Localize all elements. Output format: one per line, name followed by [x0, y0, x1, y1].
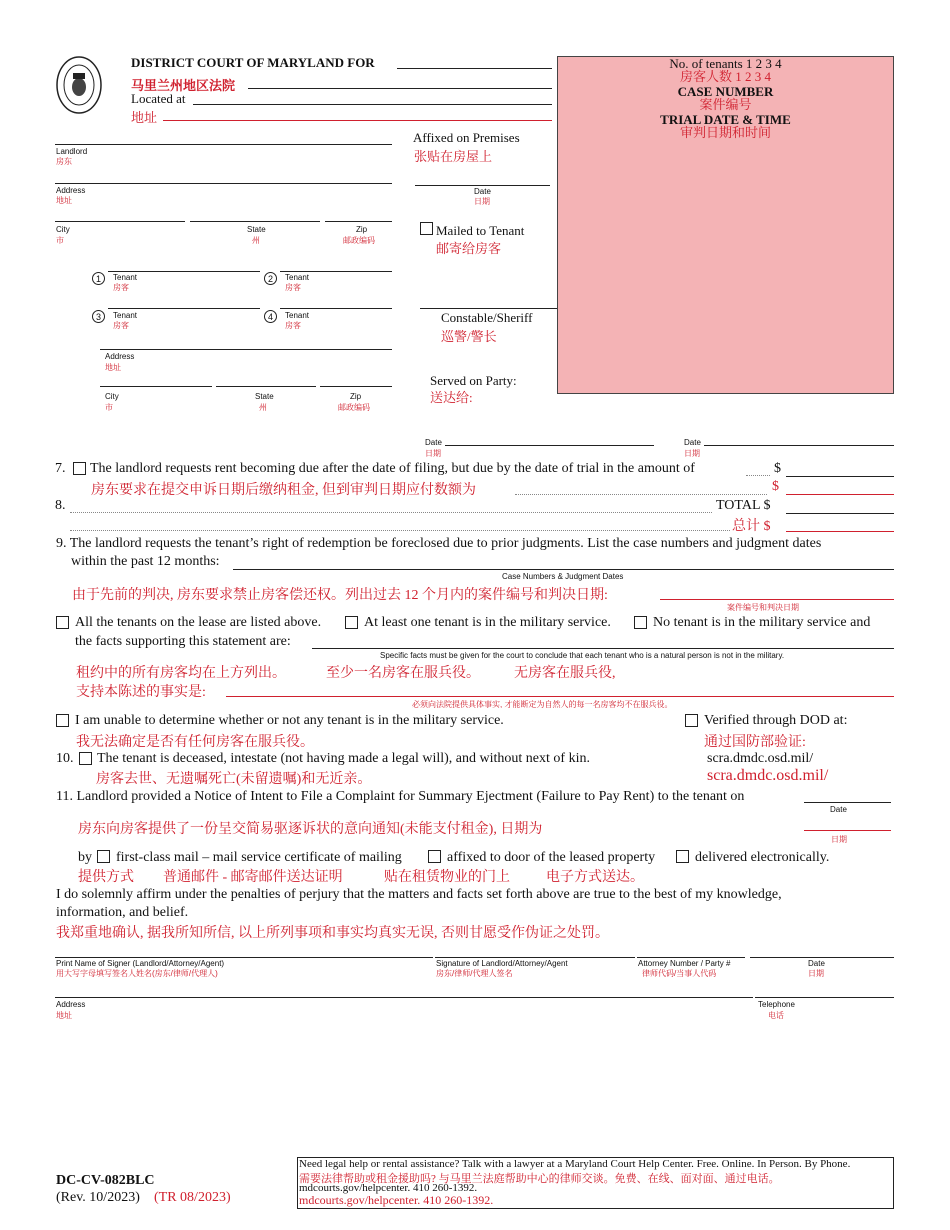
total-label-zh: 总计 $ — [732, 519, 771, 534]
tenant-4-label: Tenant — [285, 311, 310, 320]
dod-label-zh: 通过国防部验证: — [704, 735, 806, 750]
tenant-state-label: State — [255, 392, 274, 401]
military-one-label: At least one tenant is in the military service. — [364, 615, 611, 630]
constable-label-zh: 巡警/警长 — [441, 329, 497, 344]
item-8-leader-zh — [70, 530, 730, 531]
tenants-count-label-zh: 房客人数 1 2 3 4 — [679, 69, 771, 84]
item-7-leader-zh — [515, 494, 767, 495]
court-title: DISTRICT COURT OF MARYLAND FOR — [131, 55, 375, 70]
mailed-checkbox[interactable] — [420, 222, 433, 235]
help-center-box — [297, 1157, 894, 1209]
court-name-field[interactable] — [397, 68, 552, 69]
tenant-1-number: 1 — [92, 272, 105, 285]
tenant-1-field[interactable] — [108, 271, 260, 272]
mailed-date-field[interactable] — [420, 308, 557, 309]
address-label-zh: 地址 — [56, 196, 72, 205]
by-label: by — [78, 850, 92, 865]
item-9-cases-field[interactable] — [233, 569, 894, 570]
tenant-zip-label-zh: 邮政编码 — [338, 403, 370, 412]
electronic-label-zh: 电子方式送达。 — [546, 870, 644, 885]
military-facts-label-zh: 支持本陈述的事实是: — [76, 685, 206, 700]
court-title-zh: 马里兰州地区法院 — [131, 78, 236, 93]
form-revision: (Rev. 10/2023) — [56, 1190, 140, 1205]
signer-address-field[interactable] — [55, 997, 753, 998]
sign-date-label-zh: 日期 — [808, 969, 824, 978]
affixed-date-label-zh: 日期 — [474, 197, 490, 206]
signature-label: Signature of Landlord/Attorney/Agent — [436, 959, 568, 968]
signer-address-label: Address — [56, 1000, 86, 1009]
trial-date-label: Date — [684, 438, 701, 447]
tenant-3-label-zh: 房客 — [113, 321, 129, 330]
item-9-text: 9. The landlord requests the tenant’s right of redemption be foreclosed due to prior judgments. List the case numbers and judgment dates — [56, 536, 822, 551]
scra-link[interactable]: scra.dmdc.osd.mil/ — [707, 751, 814, 766]
zip-field[interactable] — [325, 221, 392, 222]
first-class-label-zh: 普通邮件 - 邮寄邮件送达证明 — [163, 870, 343, 885]
tenant-1-label-zh: 房客 — [113, 283, 129, 292]
case-number-label-zh: 案件编号 — [699, 97, 752, 112]
tenant-2-number: 2 — [264, 272, 277, 285]
item-7-text-zh: 房东要求在提交申诉日期后缴纳租金, 但到审判日期应付数额为 — [91, 483, 476, 498]
item-10-text: The tenant is deceased, intestate (not having made a legal will), and without next of kin. — [97, 751, 590, 766]
attorney-number-field[interactable] — [637, 957, 745, 958]
all-tenants-label-zh: 租约中的所有房客均在上方列出。 — [76, 666, 286, 681]
served-label-zh: 送达给: — [430, 390, 473, 405]
affixed-label-zh: 张贴在房屋上 — [414, 149, 493, 164]
print-name-label: Print Name of Signer (Landlord/Attorney/Agent) — [56, 959, 225, 968]
tenant-4-number: 4 — [264, 310, 277, 323]
tenant-3-field[interactable] — [108, 308, 260, 309]
city-label-zh: 市 — [56, 236, 64, 245]
telephone-field[interactable] — [755, 997, 894, 998]
print-name-field[interactable] — [55, 957, 433, 958]
court-seal — [55, 55, 103, 115]
form-translation-revision: (TR 08/2023) — [154, 1190, 231, 1205]
tenant-3-number: 3 — [92, 310, 105, 323]
state-label: State — [247, 225, 266, 234]
military-facts-caption-zh: 必须向法院提供具体事实, 才能断定为自然人的每一名房客均不在服兵役。 — [412, 700, 673, 709]
attorney-number-label-zh: 律师代码/当事人代码 — [642, 969, 717, 978]
located-label: Located at — [131, 91, 186, 106]
item-11-date-field[interactable] — [804, 802, 891, 803]
item-7-leader — [746, 475, 770, 476]
tenant-2-field[interactable] — [280, 271, 392, 272]
item-7-checkbox[interactable] — [73, 462, 86, 475]
military-facts-caption: Specific facts must be given for the court to conclude that each tenant who is a natural person is not in the military. — [380, 651, 785, 660]
electronic-checkbox[interactable] — [676, 850, 689, 863]
landlord-label-zh: 房东 — [56, 157, 72, 166]
landlord-field[interactable] — [55, 144, 392, 145]
served-date-label-zh: 日期 — [425, 449, 441, 458]
affirm-text-zh: 我郑重地确认, 据我所知所信, 以上所列事项和事实均真实无误, 否则甘愿受作伪证之处罚。 — [56, 926, 609, 941]
zip-label: Zip — [356, 225, 368, 234]
dod-label: Verified through DOD at: — [704, 713, 848, 728]
item-11-date-label: Date — [830, 805, 847, 814]
served-date-label: Date — [425, 438, 442, 447]
item-11-date-field-zh — [804, 830, 891, 831]
tenant-2-label-zh: 房客 — [285, 283, 301, 292]
located-label-zh: 地址 — [131, 110, 158, 125]
tenant-state-label-zh: 州 — [259, 403, 267, 412]
tenant-zip-label: Zip — [350, 392, 362, 401]
located-field-2 — [163, 120, 552, 121]
military-facts-label: the facts supporting this statement are: — [75, 634, 291, 649]
signature-field[interactable] — [435, 957, 635, 958]
all-tenants-label: All the tenants on the lease are listed above. — [75, 615, 322, 630]
tenant-address-label-zh: 地址 — [105, 363, 121, 372]
total-field[interactable] — [786, 513, 894, 514]
form-id: DC-CV-082BLC — [56, 1173, 155, 1188]
court-name-field-2 — [248, 88, 552, 89]
signature-label-zh: 房东/律师/代理人签名 — [436, 969, 513, 978]
tenant-4-label-zh: 房客 — [285, 321, 301, 330]
item-10-number: 10. — [56, 751, 74, 766]
item-9-text-zh: 由于先前的判决, 房东要求禁止房客偿还权。列出过去 12 个月内的案件编号和判决日期: — [72, 588, 608, 603]
item-7-number: 7. — [55, 461, 66, 476]
affixed-door-label-zh: 贴在租赁物业的门上 — [384, 870, 510, 885]
tenant-zip-field[interactable] — [320, 386, 392, 387]
item-7-amount-field[interactable] — [786, 476, 894, 477]
state-label-zh: 州 — [252, 236, 260, 245]
state-field[interactable] — [190, 221, 320, 222]
city-label: City — [56, 225, 70, 234]
military-none-label: No tenant is in the military service and — [653, 615, 871, 630]
tenant-address-field[interactable] — [100, 349, 392, 350]
constable-label: Constable/Sheriff — [441, 310, 533, 325]
military-none-label-zh: 无房客在服兵役, — [514, 666, 616, 681]
tenant-city-label-zh: 市 — [105, 403, 113, 412]
item-9-text-2: within the past 12 months: — [71, 554, 220, 569]
tenant-city-field[interactable] — [100, 386, 212, 387]
item-10-checkbox[interactable] — [79, 752, 92, 765]
tenant-city-label: City — [105, 392, 119, 401]
dod-checkbox[interactable] — [685, 714, 698, 727]
unable-label-zh: 我无法确定是否有任何房客在服兵役。 — [76, 735, 314, 750]
military-none-checkbox[interactable] — [634, 616, 647, 629]
item-11-text: 11. Landlord provided a Notice of Intent to File a Complaint for Summary Ejectment (Failure to Pay Rent) to the tenant on — [56, 789, 745, 804]
affixed-label: Affixed on Premises — [413, 130, 520, 145]
tenant-address-label: Address — [105, 352, 135, 361]
case-number-box[interactable] — [557, 56, 894, 394]
trial-label-zh: 审判日期和时间 — [679, 125, 771, 140]
mailed-label: Mailed to Tenant — [436, 223, 525, 238]
signer-address-label-zh: 地址 — [56, 1011, 72, 1020]
first-class-label: first-class mail – mail service certificate of mailing — [116, 850, 402, 865]
tenant-2-label: Tenant — [285, 273, 310, 282]
electronic-label: delivered electronically. — [695, 850, 830, 865]
address-label: Address — [56, 186, 86, 195]
help-link[interactable]: mdcourts.gov/helpcenter. 410 260-1392. — [299, 1182, 478, 1194]
address-field[interactable] — [55, 183, 392, 184]
item-10-text-zh: 房客去世、无遗嘱死亡(未留遗嘱)和无近亲。 — [96, 772, 372, 787]
trial-date-label-zh: 日期 — [684, 449, 700, 458]
item-7-text: The landlord requests rent becoming due after the date of filing, but due by the date of trial in the amount of — [90, 461, 695, 476]
sign-date-label: Date — [808, 959, 825, 968]
total-field-zh — [786, 531, 894, 532]
tenant-1-label: Tenant — [113, 273, 138, 282]
first-class-checkbox[interactable] — [97, 850, 110, 863]
attorney-number-label: Attorney Number / Party # — [638, 959, 731, 968]
affixed-date-label: Date — [474, 187, 491, 196]
help-text-zh: 需要法律帮助或租金援助吗? 与马里兰法庭帮助中心的律师交谈。免费、在线、面对面、通过电话。 — [299, 1173, 780, 1185]
affixed-door-checkbox[interactable] — [428, 850, 441, 863]
tenant-4-field[interactable] — [280, 308, 392, 309]
case-number-label: CASE NUMBER — [677, 84, 774, 99]
telephone-label-zh: 电话 — [768, 1011, 784, 1020]
military-facts-field-zh — [226, 696, 894, 697]
military-one-label-zh: 至少一名房客在服兵役。 — [326, 666, 480, 681]
item-11-text-zh: 房东向房客提供了一份呈交简易驱逐诉状的意向通知(未能支付租金), 日期为 — [78, 822, 543, 837]
affixed-door-label: affixed to door of the leased property — [447, 850, 656, 865]
trial-label: TRIAL DATE & TIME — [660, 112, 791, 127]
item-9-caption: Case Numbers & Judgment Dates — [502, 572, 624, 581]
seal-icon — [55, 55, 103, 115]
item-7-dollar-zh: $ — [772, 479, 779, 494]
military-one-checkbox[interactable] — [345, 616, 358, 629]
affirm-text-1: I do solemnly affirm under the penalties of perjury that the matters and facts set forth above are true to the best of my knowledge, — [56, 887, 782, 902]
print-name-label-zh: 用大写字母填写签名人姓名(房东/律师/代理人) — [56, 969, 218, 978]
by-label-zh: 提供方式 — [78, 870, 134, 885]
unable-label: I am unable to determine whether or not any tenant is in the military service. — [75, 713, 504, 728]
tenant-3-label: Tenant — [113, 311, 138, 320]
all-tenants-checkbox[interactable] — [56, 616, 69, 629]
tenant-state-field[interactable] — [216, 386, 316, 387]
trial-date-field[interactable] — [704, 445, 894, 446]
tenants-count-label: No. of tenants 1 2 3 4 — [669, 56, 782, 71]
item-9-caption-zh: 案件编号和判决日期 — [727, 603, 799, 612]
item-8-leader — [70, 512, 712, 513]
total-label: TOTAL $ — [716, 498, 771, 513]
affixed-date-field[interactable] — [415, 185, 550, 186]
zip-label-zh: 邮政编码 — [343, 236, 375, 245]
item-8-number: 8. — [55, 498, 66, 513]
landlord-label: Landlord — [56, 147, 88, 156]
military-facts-field[interactable] — [312, 648, 894, 649]
city-field[interactable] — [55, 221, 185, 222]
telephone-label: Telephone — [758, 1000, 795, 1009]
item-9-cases-field-zh — [660, 599, 894, 600]
mailed-label-zh: 邮寄给房客 — [436, 241, 502, 256]
unable-checkbox[interactable] — [56, 714, 69, 727]
served-label: Served on Party: — [430, 373, 517, 388]
item-11-date-label-zh: 日期 — [831, 835, 847, 844]
help-link-zh[interactable]: mdcourts.gov/helpcenter. 410 260-1392. — [299, 1193, 494, 1207]
item-7-amount-field-zh — [786, 494, 894, 495]
located-field[interactable] — [193, 104, 552, 105]
help-text-en: Need legal help or rental assistance? Talk with a lawyer at a Maryland Court Help Center. Free. Online. In Person. By Phone. — [299, 1158, 851, 1170]
sign-date-field[interactable] — [750, 957, 894, 958]
affirm-text-2: information, and belief. — [56, 905, 189, 920]
scra-link-zh[interactable]: scra.dmdc.osd.mil/ — [707, 767, 829, 784]
item-7-dollar: $ — [774, 461, 781, 476]
served-date-field[interactable] — [445, 445, 654, 446]
